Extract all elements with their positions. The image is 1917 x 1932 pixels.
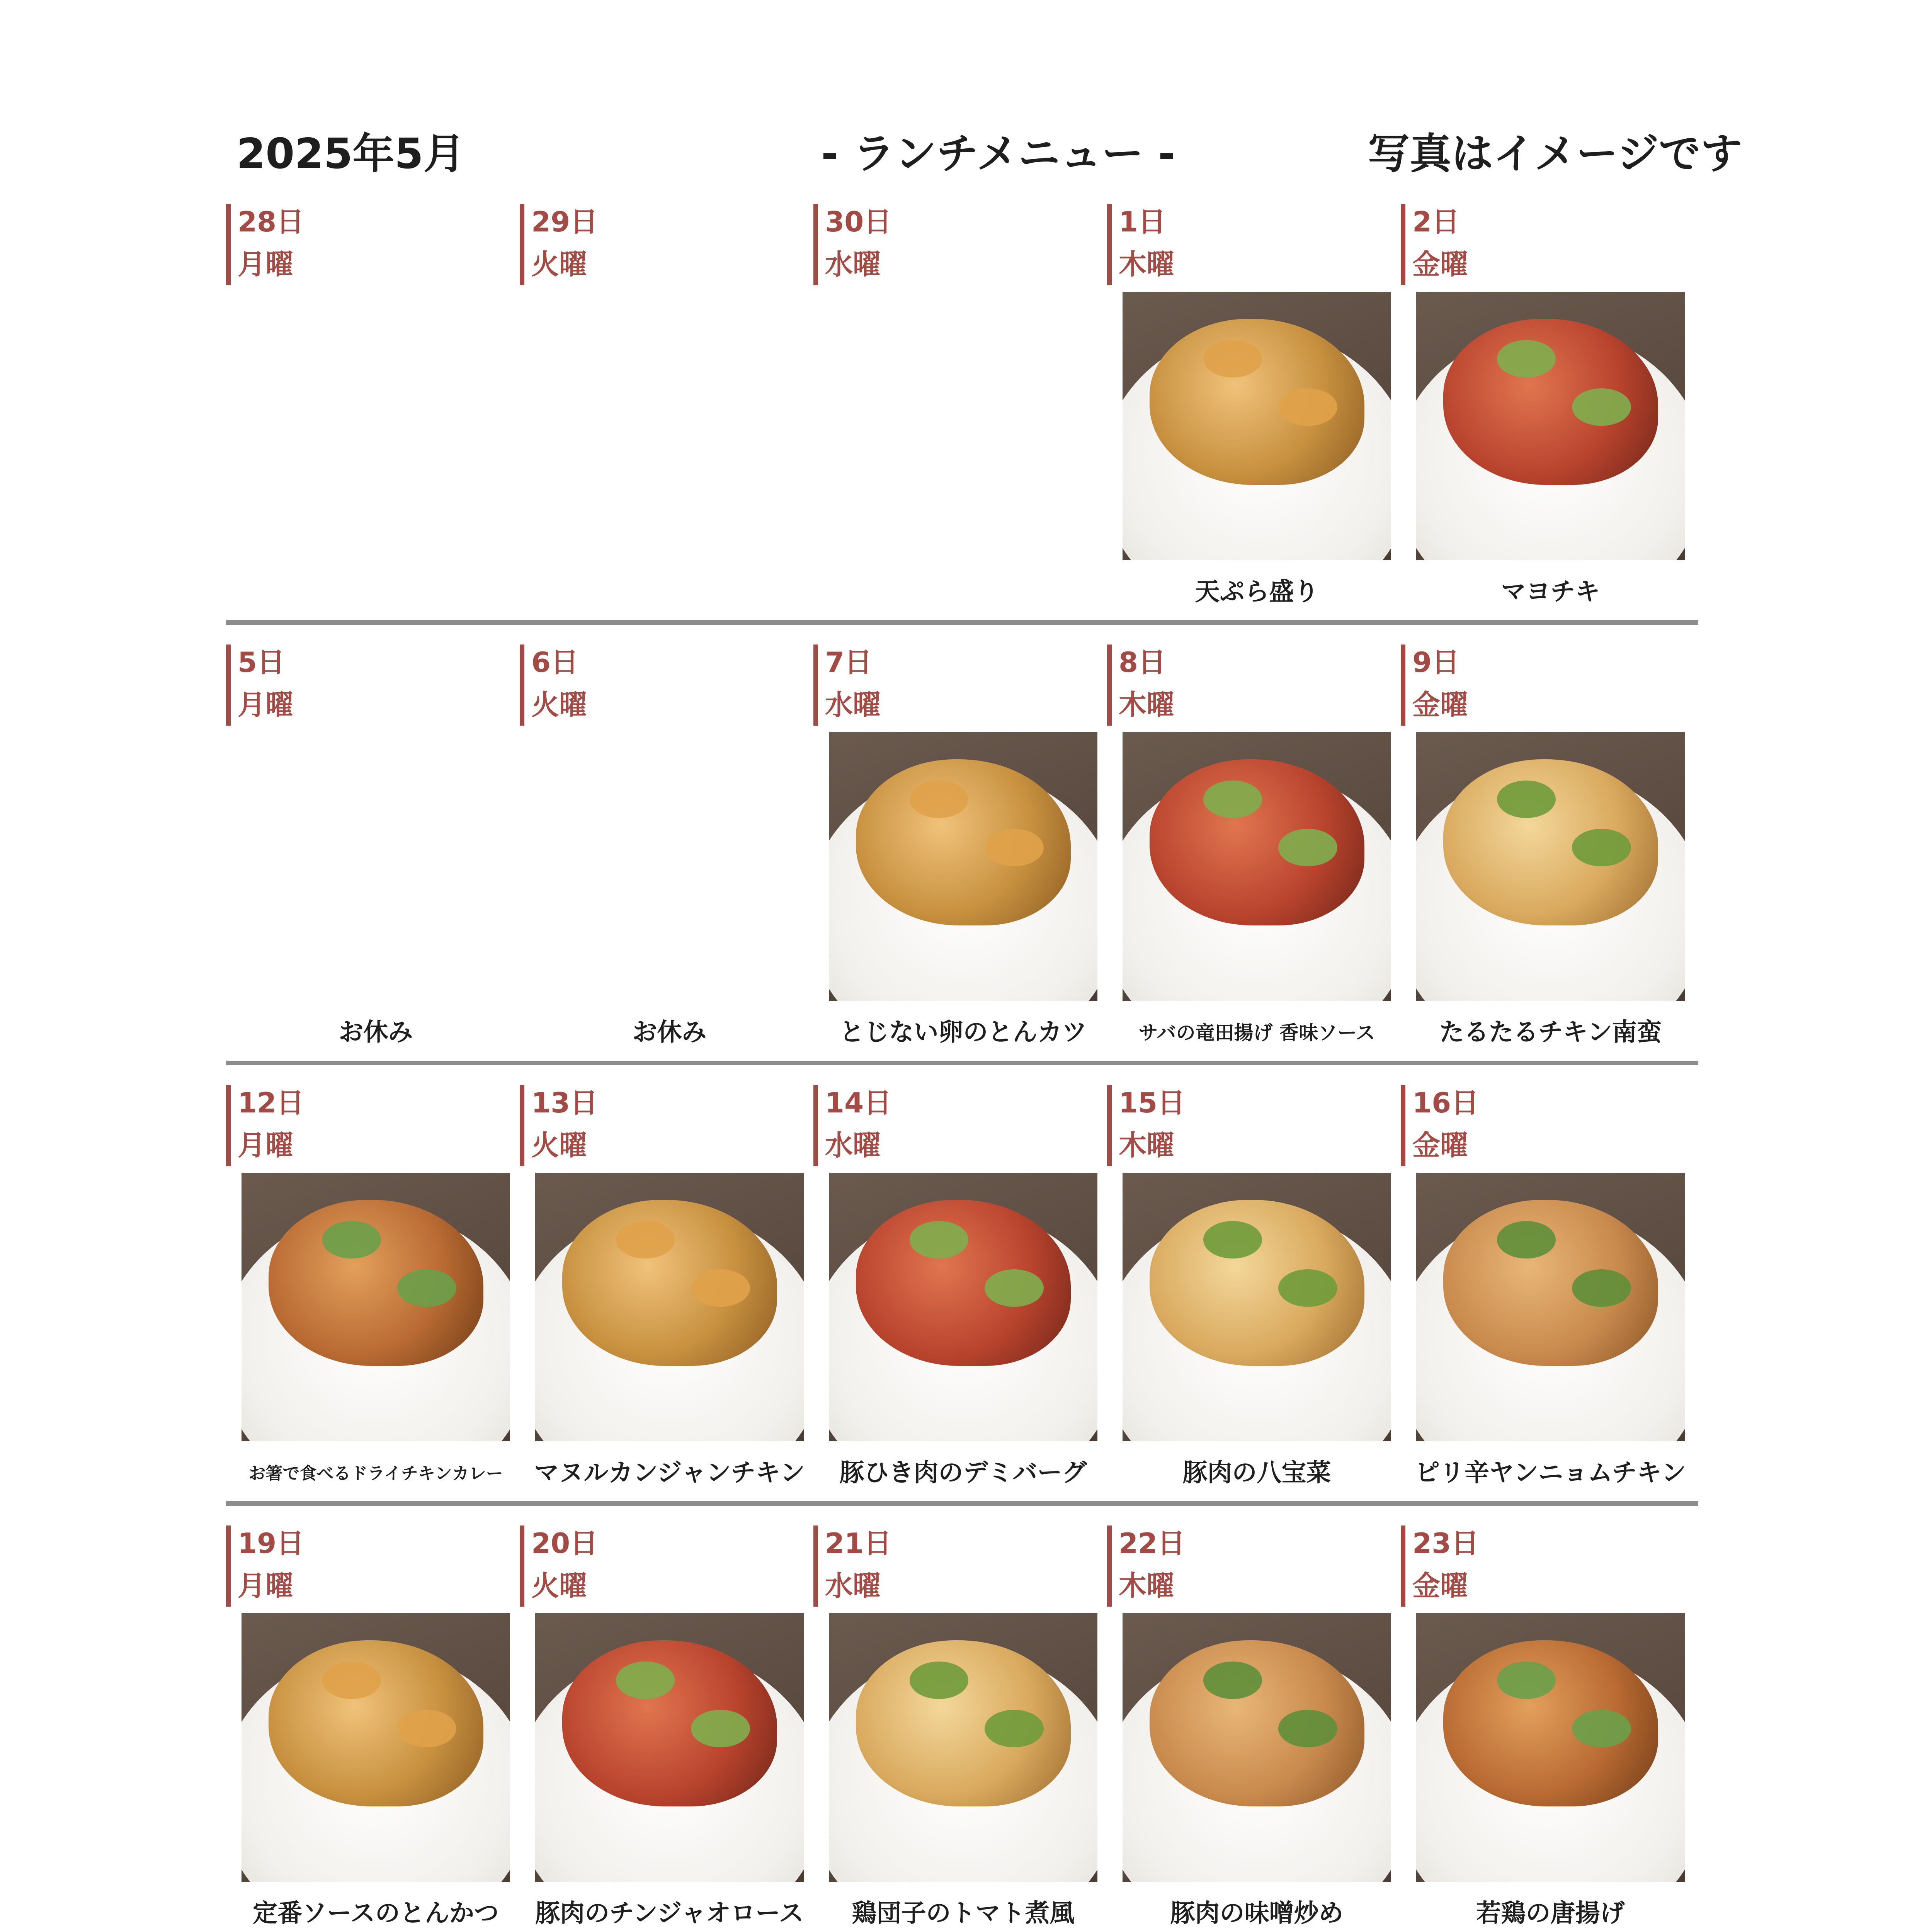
dish-photo — [1416, 732, 1685, 1001]
day-cell — [1401, 201, 1694, 641]
dish-name: とじない卵のとんカツ — [839, 1018, 1087, 1047]
day-cell — [813, 1082, 1107, 1522]
day-weekday: 木曜 — [1119, 248, 1175, 281]
day-date: 1日 — [1119, 206, 1166, 238]
dish-photo — [1123, 292, 1391, 560]
day-cell — [1107, 1522, 1401, 1932]
day-accent-bar — [226, 204, 231, 285]
day-weekday: 火曜 — [531, 1129, 587, 1162]
day-cell — [226, 201, 520, 641]
dish-name: 天ぷら盛り — [1195, 578, 1319, 606]
day-weekday: 月曜 — [238, 689, 294, 721]
day-accent-bar — [520, 204, 524, 285]
day-cell — [1401, 1522, 1694, 1932]
day-date: 30日 — [825, 206, 892, 238]
dish-photo — [1123, 1613, 1391, 1882]
photo-disclaimer: 写真はイメージです — [1368, 130, 1742, 178]
day-accent-bar — [1401, 1526, 1405, 1607]
dish-photo — [829, 732, 1097, 1001]
dish-photo — [1416, 1173, 1685, 1441]
dish-photo — [829, 1173, 1097, 1441]
day-date: 19日 — [238, 1527, 304, 1560]
day-weekday: 水曜 — [825, 689, 881, 721]
day-date: 28日 — [238, 206, 304, 238]
dish-name: マヨチキ — [1501, 578, 1600, 606]
day-cell — [1107, 201, 1401, 641]
day-date: 14日 — [825, 1087, 892, 1119]
day-accent-bar — [226, 645, 231, 726]
day-cell — [813, 641, 1107, 1082]
dish-name: 若鶏の唐揚げ — [1476, 1899, 1625, 1928]
dish-name: 豚ひき肉のデミバーグ — [839, 1459, 1087, 1487]
day-weekday: 金曜 — [1412, 1570, 1468, 1602]
dish-name: お箸で食べるドライチキンカレー — [248, 1464, 503, 1483]
day-accent-bar — [1107, 1526, 1112, 1607]
day-accent-bar — [813, 204, 818, 285]
day-cell — [520, 1522, 813, 1932]
dish-name: 定番ソースのとんかつ — [253, 1899, 499, 1928]
dish-photo — [1416, 292, 1685, 560]
day-accent-bar — [813, 1526, 818, 1607]
week-row — [226, 641, 1698, 1082]
day-accent-bar — [813, 1085, 818, 1166]
day-cell — [226, 641, 520, 1082]
dish-name: お休み — [338, 1018, 413, 1047]
day-weekday: 火曜 — [531, 1570, 587, 1602]
day-weekday: 火曜 — [531, 689, 587, 721]
menu-title: - ランチメニュー - — [821, 130, 1175, 178]
day-accent-bar — [520, 1085, 524, 1166]
dish-name: マヌルカンジャンチキン — [534, 1459, 805, 1487]
day-accent-bar — [1107, 204, 1112, 285]
day-date: 5日 — [238, 646, 285, 679]
day-weekday: 水曜 — [825, 1570, 881, 1602]
week-row — [226, 1082, 1698, 1522]
day-date: 29日 — [531, 206, 598, 238]
dish-name: 鶏団子のトマト煮風 — [852, 1899, 1075, 1928]
day-date: 7日 — [825, 646, 873, 679]
dish-photo — [1416, 1613, 1685, 1882]
day-accent-bar — [1401, 645, 1405, 726]
day-cell — [520, 641, 813, 1082]
day-weekday: 月曜 — [238, 1129, 294, 1162]
day-weekday: 水曜 — [825, 1129, 881, 1162]
day-cell — [1107, 1082, 1401, 1522]
day-accent-bar — [1401, 204, 1405, 285]
day-cell — [1401, 641, 1694, 1082]
week-divider — [226, 620, 1698, 625]
dish-name: サバの竜田揚げ 香味ソース — [1138, 1022, 1375, 1044]
day-weekday: 木曜 — [1119, 1570, 1175, 1602]
day-date: 13日 — [531, 1087, 598, 1119]
day-cell — [520, 201, 813, 641]
day-cell — [1401, 1082, 1694, 1522]
day-weekday: 金曜 — [1412, 1129, 1468, 1162]
day-accent-bar — [226, 1526, 231, 1607]
day-accent-bar — [1107, 1085, 1112, 1166]
day-cell — [1107, 641, 1401, 1082]
dish-photo — [1123, 1173, 1391, 1441]
day-cell — [813, 201, 1107, 641]
week-divider — [226, 1061, 1698, 1065]
menu-month: 2025年5月 — [236, 130, 465, 178]
day-cell — [226, 1522, 520, 1932]
week-row — [226, 201, 1698, 641]
day-accent-bar — [520, 645, 524, 726]
day-weekday: 火曜 — [531, 248, 587, 281]
dish-photo — [242, 1613, 510, 1882]
week-divider — [226, 1501, 1698, 1506]
day-weekday: 月曜 — [238, 1570, 294, 1602]
dish-photo — [1123, 732, 1391, 1001]
day-accent-bar — [813, 645, 818, 726]
day-accent-bar — [520, 1526, 524, 1607]
day-weekday: 金曜 — [1412, 248, 1468, 281]
day-cell — [520, 1082, 813, 1522]
day-weekday: 木曜 — [1119, 1129, 1175, 1162]
day-date: 21日 — [825, 1527, 892, 1560]
day-weekday: 金曜 — [1412, 689, 1468, 721]
dish-name: 豚肉のチンジャオロース — [535, 1899, 804, 1928]
day-weekday: 水曜 — [825, 248, 881, 281]
day-accent-bar — [1107, 645, 1112, 726]
day-date: 8日 — [1119, 646, 1166, 679]
day-date: 23日 — [1412, 1527, 1479, 1560]
day-cell — [813, 1522, 1107, 1932]
dish-name: 豚肉の味噌炒め — [1170, 1899, 1344, 1928]
day-accent-bar — [1401, 1085, 1405, 1166]
day-date: 2日 — [1412, 206, 1460, 238]
day-weekday: 月曜 — [238, 248, 294, 281]
dish-photo — [535, 1173, 804, 1441]
dish-name: お休み — [632, 1018, 707, 1047]
day-date: 22日 — [1119, 1527, 1186, 1560]
day-accent-bar — [226, 1085, 231, 1166]
day-date: 6日 — [531, 646, 579, 679]
day-date: 12日 — [238, 1087, 304, 1119]
dish-photo — [242, 1173, 510, 1441]
dish-name: ピリ辛ヤンニョムチキン — [1415, 1459, 1686, 1487]
dish-name: たるたるチキン南蛮 — [1439, 1018, 1662, 1047]
day-cell — [226, 1082, 520, 1522]
day-date: 9日 — [1412, 646, 1460, 679]
day-date: 16日 — [1412, 1087, 1479, 1119]
week-row — [226, 1522, 1698, 1932]
dish-photo — [535, 1613, 804, 1882]
dish-name: 豚肉の八宝菜 — [1182, 1459, 1331, 1487]
day-weekday: 木曜 — [1119, 689, 1175, 721]
dish-photo — [829, 1613, 1097, 1882]
day-date: 20日 — [531, 1527, 598, 1560]
day-date: 15日 — [1119, 1087, 1186, 1119]
